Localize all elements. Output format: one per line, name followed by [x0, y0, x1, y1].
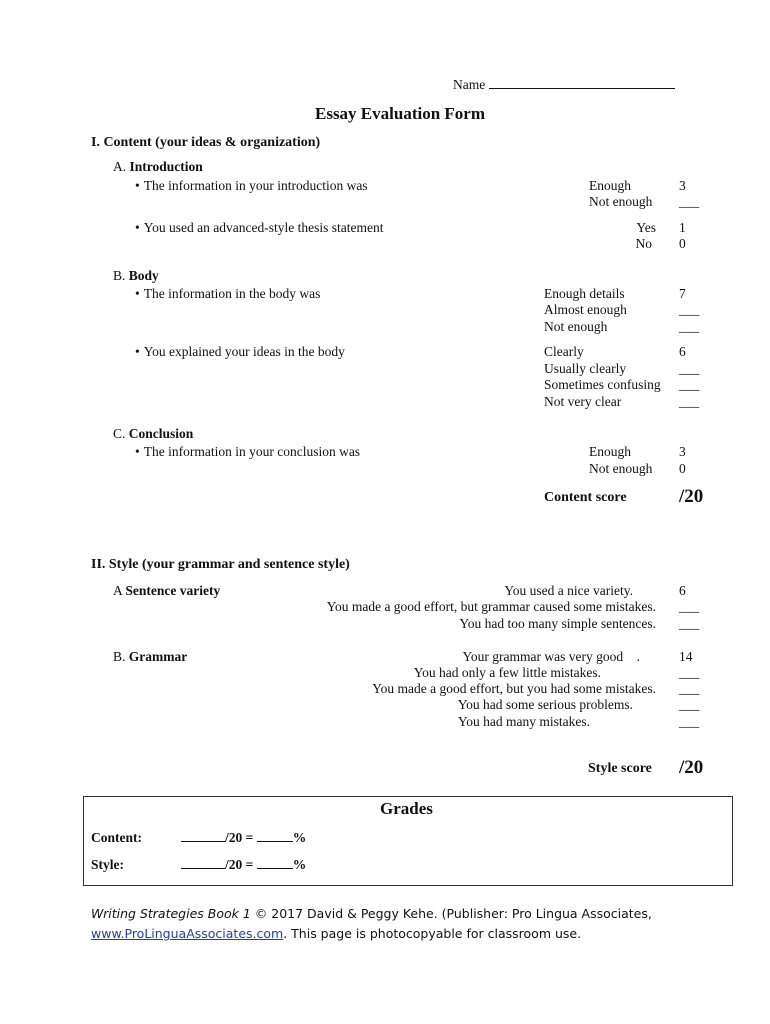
grammar-score-2: ___ [679, 665, 700, 680]
conclusion-item-information: • The information in your conclusion was [135, 444, 360, 460]
footer-link-line [91, 926, 581, 942]
body-explained-option-3: Sometimes confusing [544, 377, 661, 392]
footer-photocopy-note: . This page is photocopyable for classroom use. [283, 926, 582, 941]
body-explained-option-4: Not very clear [544, 394, 622, 409]
intro-info-option-not-enough: Not enough [589, 194, 653, 209]
body-explained-score-4: ___ [679, 394, 700, 409]
conclusion-option-enough: Enough [589, 444, 631, 459]
intro-subheading: A. Introduction [113, 159, 203, 174]
content-section-heading: I. Content (your ideas & organization) [91, 135, 321, 150]
style-section-heading: II. Style (your grammar and sentence style) [91, 557, 350, 572]
thesis-option-no: No [635, 236, 652, 251]
thesis-score-no: 0 [679, 236, 686, 251]
name-label: Name [453, 77, 486, 92]
style-percent-blank[interactable] [257, 857, 293, 869]
body-info-score-2: ___ [679, 302, 700, 317]
grades-title: Grades [380, 799, 433, 818]
variety-score-2: ___ [679, 599, 700, 614]
grammar-option-4: You had some serious problems. [457, 697, 633, 712]
grammar-subheading: B. Grammar [113, 649, 188, 664]
intro-item-information: • The information in your introduction was [135, 178, 368, 194]
variety-subheading: A Sentence variety [113, 583, 221, 598]
style-points-blank[interactable] [181, 857, 225, 869]
body-explained-option-1: Clearly [544, 344, 584, 359]
grammar-score-1: 14 [679, 649, 693, 664]
grammar-option-5: You had many mistakes. [457, 714, 590, 729]
grammar-score-3: ___ [679, 681, 700, 696]
grades-style-label: Style: [91, 857, 124, 872]
footer-credit [91, 906, 652, 922]
body-info-option-3: Not enough [544, 319, 608, 334]
body-info-score-3: ___ [679, 319, 700, 334]
content-percent-blank[interactable] [257, 830, 293, 842]
variety-score-3: ___ [679, 616, 700, 631]
grammar-option-2: You had only a few little mistakes. [413, 665, 601, 680]
content-score-label: Content score [544, 490, 627, 505]
publisher-link[interactable]: www.ProLinguaAssociates.com [91, 926, 284, 941]
footer-book-title: Writing Strategies Book 1 [91, 906, 251, 921]
variety-score-1: 6 [679, 583, 686, 598]
conclusion-score-1: 3 [679, 444, 686, 459]
grammar-option-1: Your grammar was very good . [462, 649, 640, 664]
grammar-score-5: ___ [679, 714, 700, 729]
intro-item-thesis: • You used an advanced-style thesis statement [135, 220, 383, 236]
thesis-score-yes: 1 [679, 220, 686, 235]
body-subheading: B. Body [113, 268, 159, 283]
body-explained-score-3: ___ [679, 377, 700, 392]
name-blank-line[interactable] [489, 76, 675, 89]
body-explained-option-2: Usually clearly [544, 361, 627, 376]
body-info-score-1: 7 [679, 286, 686, 301]
grades-style-row: /20 = % [181, 857, 306, 873]
conclusion-score-2: 0 [679, 461, 686, 476]
footer-copyright: © 2017 David & Peggy Kehe. (Publisher: Pro Lingua Associates, [250, 906, 652, 921]
body-item-explained: • You explained your ideas in the body [135, 344, 345, 360]
variety-option-1: You used a nice variety. [504, 583, 633, 598]
variety-option-3: You had too many simple sentences. [459, 616, 656, 631]
body-explained-score-1: 6 [679, 344, 686, 359]
body-explained-score-2: ___ [679, 361, 700, 376]
grammar-score-4: ___ [679, 697, 700, 712]
body-info-option-1: Enough details [544, 286, 625, 301]
intro-info-option-enough: Enough [589, 178, 631, 193]
intro-info-score: 3 [679, 178, 686, 193]
grammar-option-3: You made a good effort, but you had some mistakes. [372, 681, 656, 696]
content-score-value: /20 [679, 486, 704, 507]
name-field[interactable] [453, 76, 675, 93]
body-item-information: • The information in the body was [135, 286, 320, 302]
content-points-blank[interactable] [181, 830, 225, 842]
thesis-option-yes: Yes [636, 220, 656, 235]
conclusion-option-not-enough: Not enough [589, 461, 653, 476]
style-score-label: Style score [588, 761, 652, 776]
grades-content-label: Content: [91, 830, 142, 845]
conclusion-subheading: C. Conclusion [113, 426, 194, 441]
grades-content-row: /20 = % [181, 830, 306, 846]
intro-info-score-blank: ___ [679, 194, 700, 209]
style-score-value: /20 [679, 757, 704, 778]
page-title: Essay Evaluation Form [314, 104, 486, 123]
body-info-option-2: Almost enough [544, 302, 627, 317]
variety-option-2: You made a good effort, but grammar caused some mistakes. [326, 599, 656, 614]
